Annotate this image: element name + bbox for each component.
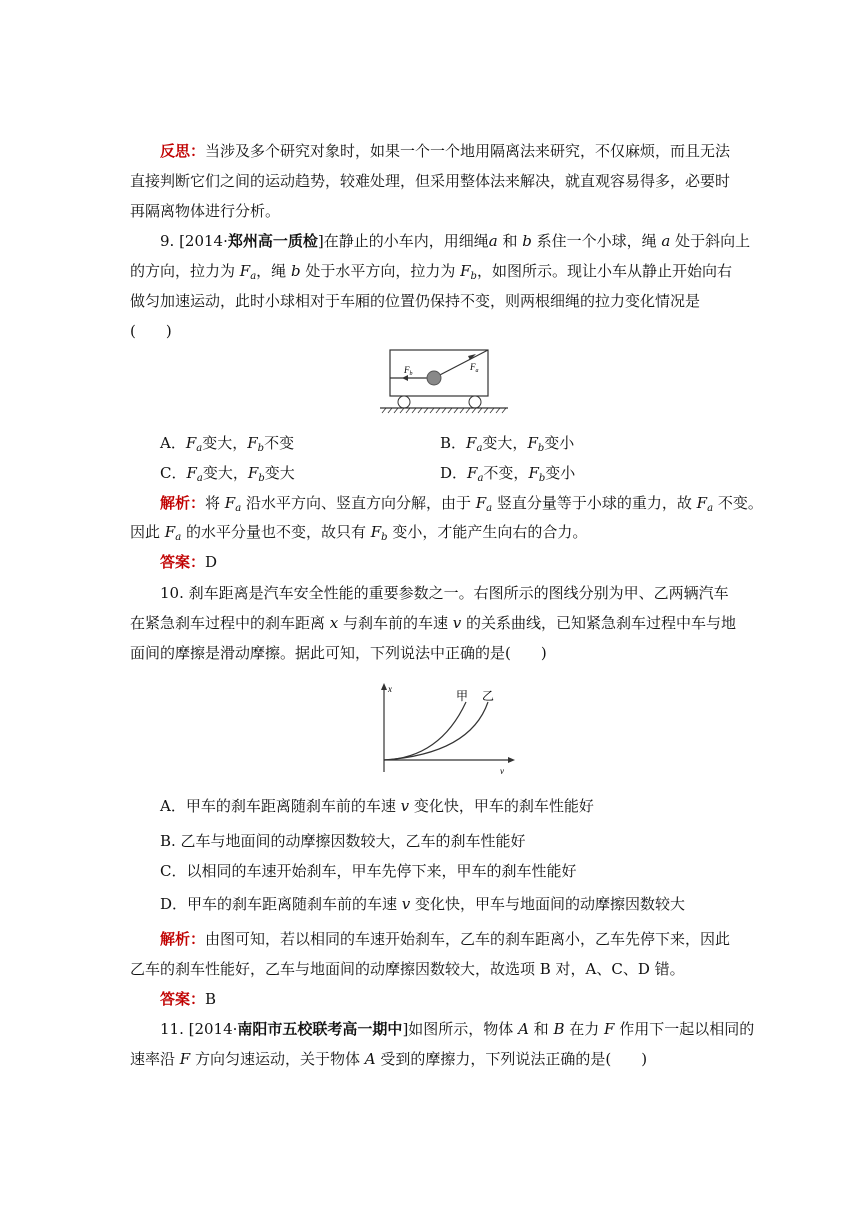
q9-source: 郑州高一质检 [227,232,318,250]
y-arrow [381,683,387,690]
q9-analysis-line-2: 因此 $F_a$ 的水平分量也不变，故只有 $F_b$ 变小，才能产生向右的合力。 [130,523,588,543]
q9-answer: 答案：D [160,553,218,571]
q9-analysis-line-1: 解析：将 $F_a$ 沿水平方向、竖直方向分解，由于 $F_a$ 竖直分量等于小球的重力，故 $F_a$ 不变。 [160,494,763,514]
q10-analysis-label: 解析： [160,930,206,948]
q9-line-3: 做匀加速运动，此时小球相对于车厢的位置仍保持不变，则两根细绳的拉力变化情况是 [130,292,701,310]
q9-paren: ( ) [130,322,172,340]
reflection-label: 反思： [160,142,206,160]
ball [427,371,441,385]
q10-option-c: C．以相同的车速开始刹车，甲车先停下来，甲车的刹车性能好 [160,862,577,880]
reflection-line-1: 反思：当涉及多个研究对象时，如果一个一个地用隔离法来研究，不仅麻烦，而且无法 [160,142,731,160]
reflection-line-3: 再隔离物体进行分析。 [130,202,281,220]
q9-line-1: 9. [2014·郑州高一质检]在静止的小车内，用细绳a 和 b 系住一个小球，绳 a 处于斜向上 [160,232,751,250]
arrow-b [402,375,408,381]
q9-line-2: 的方向，拉力为 $F_a$，绳 b 处于水平方向，拉力为 $F_b$，如图所示。现让小车从静止开始向右 [130,262,732,282]
q10-option-d: D．甲车的刹车距离随刹车前的车速 v 变化快，甲车与地面间的动摩擦因数较大 [160,895,686,913]
reflection-line-2: 直接判断它们之间的运动趋势，较难处理，但采用整体法来解决，就直观容易得多，必要时 [130,172,731,190]
q9-option-a: A．$F_a$变大，$F_b$不变 [160,434,295,454]
q9-analysis-label: 解析： [160,494,206,512]
curve-jia [384,702,466,760]
q10-analysis-line-1: 解析：由图可知，若以相同的车速开始刹车，乙车的刹车距离小，乙车先停下来，因此 [160,930,731,948]
q9-option-b: B．$F_a$变大，$F_b$变小 [440,434,575,454]
curve-yi [384,702,488,760]
q10-line-2: 在紧急刹车过程中的刹车距离 x 与刹车前的车速 v 的关系曲线，已知紧急刹车过程中车与地 [130,614,737,632]
q10-graph [370,680,520,780]
q10-answer: 答案：B [160,990,217,1008]
q10-option-a: A．甲车的刹车距离随刹车前的车速 v 变化快，甲车的刹车性能好 [160,797,594,815]
q11-line-2: 速率沿 F 方向匀速运动，关于物体 A 受到的摩擦力，下列说法正确的是( ) [130,1050,648,1068]
q9-option-d: D．$F_a$不变，$F_b$变小 [440,464,576,484]
curve-yi-label: 乙 [482,689,495,703]
q11-source: 南阳市五校联考高一期中 [237,1020,403,1038]
rope-a [434,350,488,378]
q9-cart-figure [380,345,510,415]
wheel-right [469,396,481,408]
svg-text:Fb: $F_b$ [404,365,413,377]
q10-line-3: 面间的摩擦是滑动摩擦。据此可知，下列说法中正确的是( ) [130,644,547,662]
q9-option-c: C．$F_a$变大，$F_b$变大 [160,464,295,484]
x-axis-label: v [500,766,504,776]
q10-answer-label: 答案： [160,990,206,1008]
x-arrow [508,757,515,763]
q9-answer-label: 答案： [160,553,206,571]
q11-line-1: 11. [2014·南阳市五校联考高一期中]如图所示，物体 A 和 B 在力 F 作用下一起以相同的 [160,1020,755,1038]
curve-jia-label: 甲 [456,689,469,703]
q10-option-b: B. 乙车与地面间的动摩擦因数较大，乙车的刹车性能好 [160,832,526,850]
wheel-left [398,396,410,408]
q10-analysis-line-2: 乙车的刹车性能好，乙车与地面间的动摩擦因数较大，故选项 B 对，A、C、D 错。 [130,960,685,978]
svg-text:Fa: $F_a$ [470,362,479,374]
y-axis-label: x [388,684,392,694]
q10-line-1: 10. 刹车距离是汽车安全性能的重要参数之一。右图所示的图线分别为甲、乙两辆汽车 [160,584,729,602]
